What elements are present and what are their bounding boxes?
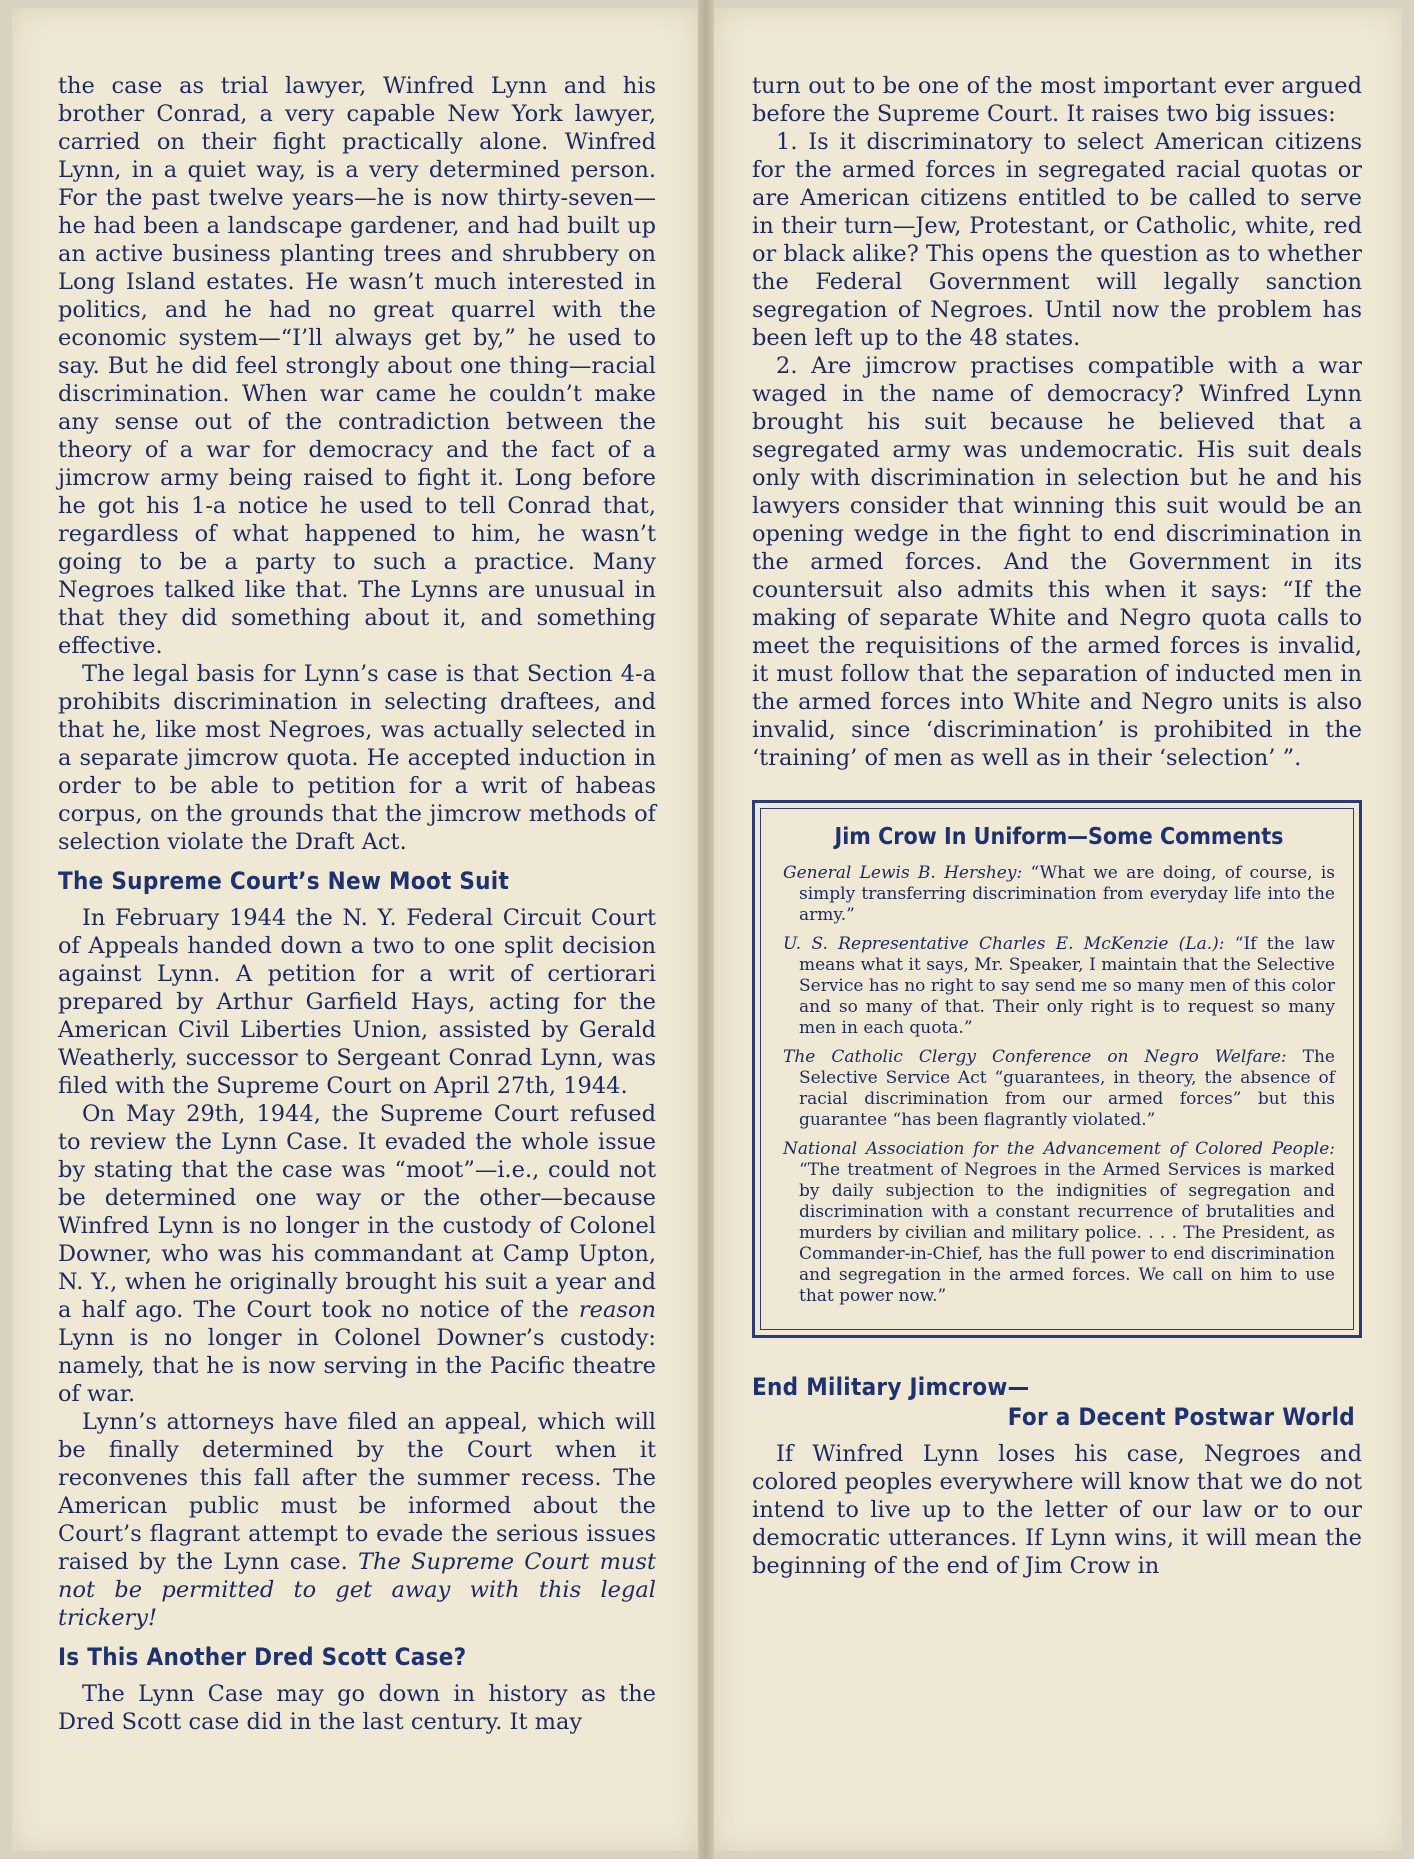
right-page <box>714 8 1402 1851</box>
paragraph: the case as trial lawyer, Winfred Lynn and his brother Conrad, a very capable New York lawyer, carried on their fight practically alone. Winfred Lynn, in a quiet way, is a very determined person. For the past twelve years—he is now thirty-seven—he had been a landscape gardener, and had built up an active business planting trees and shrubbery on Long Island estates. He wasn’t much interested in politics, and he had no great quarrel with the economic system—“I’ll always get by,” he used to say. But he did feel strongly about one thing—racial discrimination. When war came he couldn’t make any sense out of the contradiction between the theory of a war for democracy and the fact of a jimcrow army being raised to fight it. Long before he got his 1-a notice he used to tell Conrad that, regardless of what happened to him, he wasn’t going to be a party to such a practice. Many Negroes talked like that. The Lynns are unusual in that they did something about it, and something effective. <box>58 73 656 659</box>
comment-item <box>783 934 1335 1039</box>
paragraph: If Winfred Lynn loses his case, Negroes and colored peoples everywhere will know that we do not intend to live up to the letter of our law or to our democratic utterances. If Lynn wins, it will mean the beginning of the end of Jim Crow in <box>752 1441 1362 1579</box>
text-run: On May 29th, 1944, the Supreme Court refused to review the Lynn Case. It evaded the whole issue by stating that the case was “moot”—i.e., could not be determined one way or the other—because Winfred Lynn is no longer in the custody of Colonel Downer, who was his commandant at Camp Upton, N. Y., when he originally brought his suit a year and a half ago. The Court took no notice of the <box>58 1101 656 1323</box>
paragraph: turn out to be one of the most important ever argued before the Supreme Court. It raises two big issues: <box>752 73 1362 127</box>
section-heading-dred-scott: Is This Another Dred Scott Case? <box>58 1643 467 1671</box>
comment-text: “What we are doing, of course, is simply transferring discrimination from everyday life into the army.” <box>799 863 1335 925</box>
text-run: Lynn’s attorneys have filed an appeal, which will be finally determined by the Court when it reconvenes this fall after the summer recess. The American public must be informed about the Court’s flagrant attempt to evade the serious issues raised by the Lynn case. <box>58 1409 656 1575</box>
comments-box <box>752 800 1362 1338</box>
paragraph: In February 1944 the N. Y. Federal Circuit Court of Appeals handed down a two to one split decision against Lynn. A petition for a writ of certiorari prepared by Arthur Garfield Hays, acting for the American Civil Liberties Union, assisted by Gerald Weatherly, successor to Sergeant Conrad Lynn, was filed with the Supreme Court on April 27th, 1944. <box>58 905 656 1099</box>
left-column <box>58 72 656 1736</box>
center-fold <box>698 0 714 1859</box>
section-heading-end-jimcrow <box>752 1372 1355 1432</box>
comment-text: The Selective Service Act “guarantees, in theory, the absence of racial discrimination from our armed forces” but this guarantee “has been flagrantly violated.” <box>799 1047 1335 1130</box>
comment-text: “If the law means what it says, Mr. Speaker, I maintain that the Selective Service has no right to say send me so many men of this color and so many of that. Their only right is to request so many men in each quota.” <box>799 934 1335 1038</box>
comment-item <box>783 1139 1335 1307</box>
comments-box-inner <box>760 808 1354 1330</box>
left-page <box>12 8 698 1851</box>
paragraph <box>58 1408 656 1632</box>
paragraph: The legal basis for Lynn’s case is that Section 4-a prohibits discrimination in selecting draftees, and that he, like most Negroes, was actually selected in a separate jimcrow quota. He accepted induction in order to be able to petition for a writ of habeas corpus, on the grounds that the jimcrow methods of selection violate the Draft Act. <box>58 661 656 855</box>
comments-box-title: Jim Crow In Uniform—Some Comments <box>834 824 1284 850</box>
comment-source: The Catholic Clergy Conference on Negro Welfare: <box>783 1047 1287 1067</box>
comment-item <box>783 863 1335 926</box>
issue-2: 2. Are jimcrow practises compatible with a war waged in the name of democracy? Winfred Lynn brought his suit because he believed that a segregated army was undemocratic. His suit deals only with discrimination in selection but he and his lawyers consider that winning this suit would be an opening wedge in the fight to end discrimination in the armed forces. And the Government in its countersuit also admits this when it says: “If the making of separate White and Negro quota calls to meet the requisitions of the armed forces is invalid, it must follow that the separation of inducted men in the armed forces into White and Negro units is also invalid, since ‘discrimination’ is prohibited in the ‘training’ of men as well as in their ‘selection’ ”. <box>752 353 1362 771</box>
comment-text: “The treatment of Negroes in the Armed Services is marked by daily subjection to the indignities of segregation and discrimination with a constant recurrence of brutalities and murders by civilian and military police. . . . The President, as Commander-in-Chief, has the full power to end discrimination and segregation in the armed forces. We call on him to use that power now.” <box>799 1160 1335 1306</box>
issue-1: 1. Is it discriminatory to select American citizens for the armed forces in segregated racial quotas or are American citizens entitled to be called to serve in their turn—Jew, Protestant, or Catholic, white, red or black alike? This opens the question as to whether the Federal Government will legally sanction segregation of Negroes. Until now the problem has been left up to the 48 states. <box>752 129 1362 351</box>
right-column <box>752 72 1362 1580</box>
comment-source: U. S. Representative Charles E. McKenzie (La.): <box>783 934 1225 954</box>
section-heading-moot-suit: The Supreme Court’s New Moot Suit <box>58 867 510 895</box>
heading-line: For a Decent Postwar World <box>1007 1403 1355 1431</box>
paragraph <box>58 1100 656 1408</box>
emphasis: The Supreme Court must not be permitted to get away with this legal trickery! <box>58 1549 657 1631</box>
paragraph: The Lynn Case may go down in history as the Dred Scott case did in the last century. It may <box>58 1681 656 1735</box>
comment-item <box>783 1047 1335 1131</box>
heading-line: End Military Jimcrow— <box>752 1373 1030 1401</box>
text-run: Lynn is no longer in Colonel Downer’s custody: namely, that he is now serving in the Pacific theatre of war. <box>58 1325 656 1407</box>
comment-source: National Association for the Advancement of Colored People: <box>783 1139 1335 1159</box>
comment-source: General Lewis B. Hershey: <box>783 863 1023 883</box>
emphasis: reason <box>578 1297 656 1323</box>
